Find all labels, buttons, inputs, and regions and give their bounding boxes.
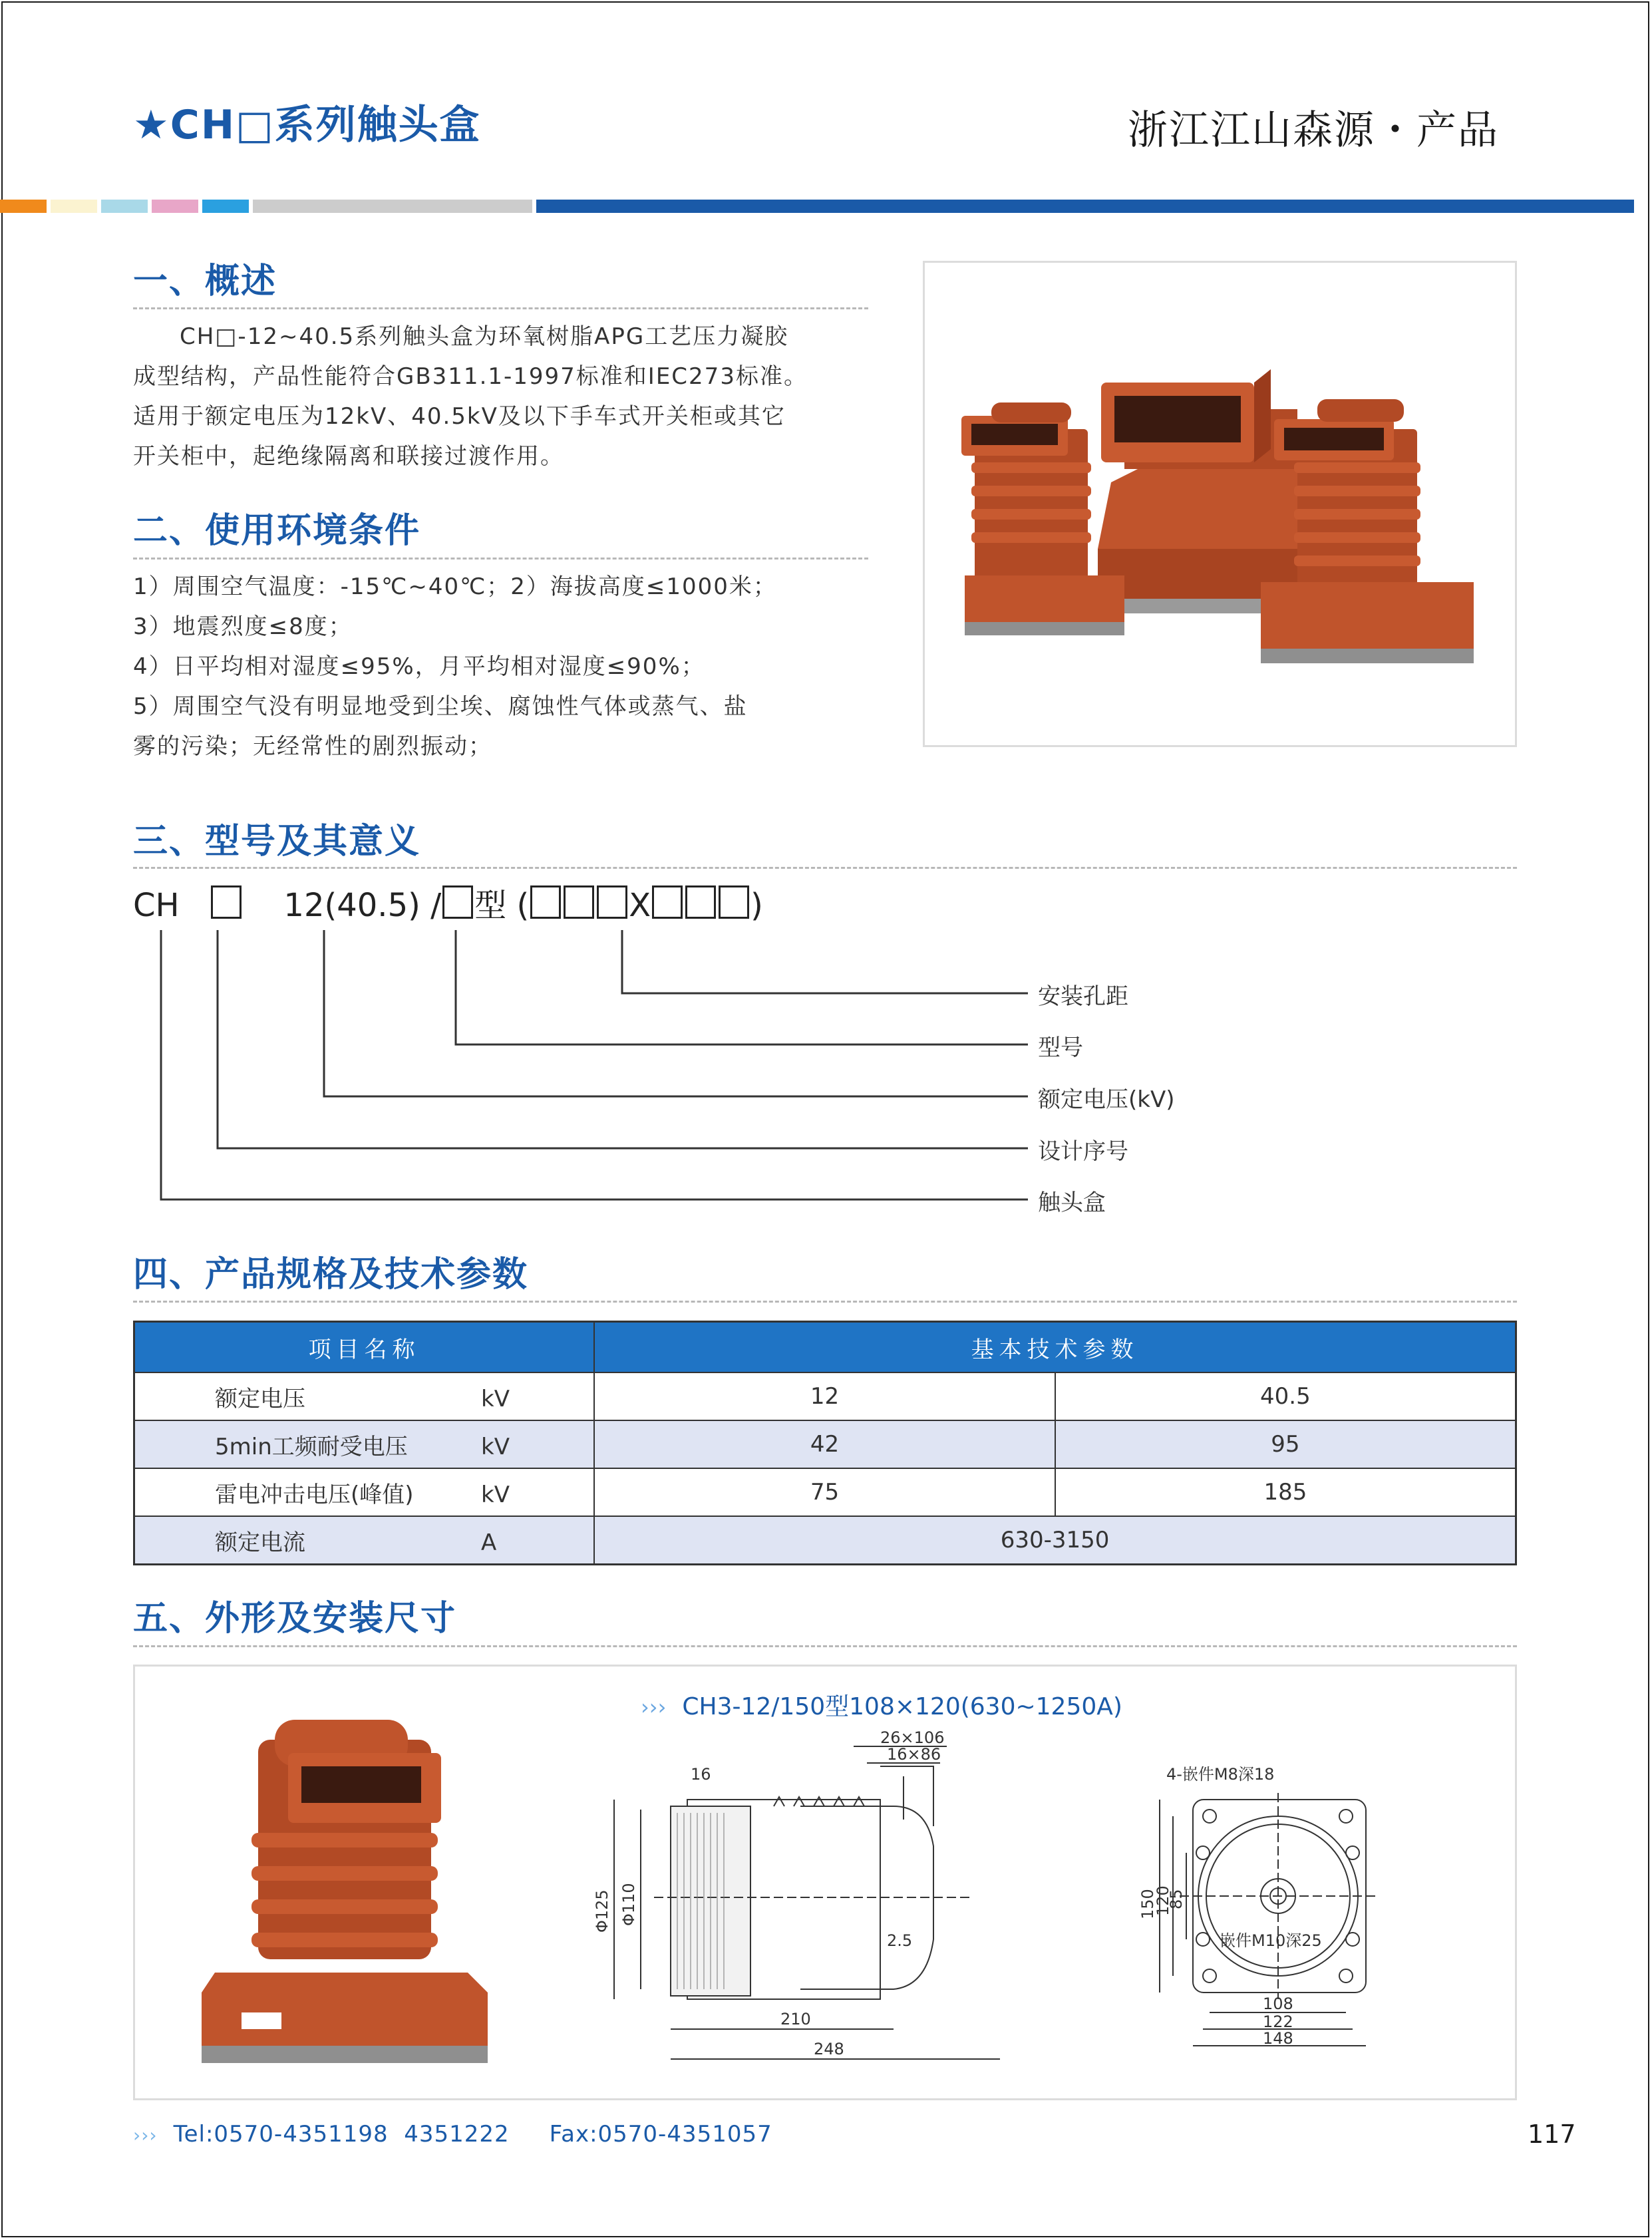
model-prefix: CH (133, 887, 180, 924)
legend-voltage: 额定电压(kV) (1038, 1086, 1175, 1113)
arrow-icon: ››› (133, 2124, 158, 2146)
row-value-2: 95 (1055, 1420, 1516, 1468)
section4-heading: 四、产品规格及技术参数 (133, 1255, 529, 1295)
row-unit: A (481, 1529, 497, 1556)
row-name: 雷电冲击电压(峰值) (215, 1481, 414, 1508)
model-cross: X (629, 887, 651, 924)
dimension-drawing (593, 1726, 1506, 2099)
row-name: 额定电压 (215, 1385, 305, 1412)
dim-122: 122 (1263, 2012, 1293, 2031)
dim-16: 16 (691, 1765, 711, 1784)
contact-box-photo (195, 1693, 541, 2072)
row-unit: kV (481, 1481, 510, 1508)
dimension-drawing-panel (133, 1665, 1517, 2100)
model-type: 型 ( (474, 887, 530, 924)
legend-install-distance: 安装孔距 (1038, 983, 1128, 1010)
section2-heading: 二、使用环境条件 (133, 511, 421, 551)
legend-contact-box: 触头盒 (1038, 1190, 1106, 1216)
section1-heading: 一、概述 (133, 261, 277, 301)
dim-phi110: Φ110 (619, 1883, 638, 1926)
footer-fax: Fax:0570-4351057 (549, 2121, 772, 2148)
dim-2-5: 2.5 (887, 1931, 913, 1950)
row-value-2: 185 (1055, 1468, 1516, 1516)
footer-tel: Tel:0570-4351198 4351222 (173, 2121, 510, 2148)
row-value-merged: 630-3150 (594, 1516, 1516, 1565)
overview-line: 适用于额定电压为12kV、40.5kV及以下手车式开关柜或其它 (133, 403, 786, 430)
dim-108: 108 (1263, 1995, 1293, 2013)
brand-title: 浙江江山森源・产品 (1128, 107, 1499, 154)
row-name: 5min工频耐受电压 (215, 1433, 408, 1460)
row-unit: kV (481, 1433, 510, 1460)
table-row (134, 1372, 1516, 1420)
header-tech-params: 基本技术参数 (594, 1322, 1516, 1373)
env-line: 5）周围空气没有明显地受到尘埃、腐蚀性气体或蒸气、盐 (133, 693, 748, 720)
dim-248: 248 (814, 2040, 844, 2058)
row-name-cell (134, 1420, 595, 1468)
table-row (134, 1516, 1516, 1565)
overview-line: 成型结构，产品性能符合GB311.1-1997标准和IEC273标准。 (133, 363, 808, 390)
legend-design-no: 设计序号 (1038, 1138, 1128, 1165)
row-name-cell (134, 1468, 595, 1516)
dim-85: 85 (1167, 1889, 1186, 1909)
dim-26x106: 26×106 (880, 1728, 945, 1747)
env-line: 1）周围空气温度：-15℃~40℃；2）海拔高度≤1000米； (133, 573, 777, 600)
env-line: 雾的污染；无经常性的剧烈振动； (133, 733, 492, 760)
dim-phi125: Φ125 (593, 1889, 611, 1933)
env-line: 4）日平均相对湿度≤95%，月平均相对湿度≤90%； (133, 653, 705, 680)
drawing-title (641, 1688, 1122, 1722)
header-item-name: 项目名称 (134, 1322, 595, 1373)
row-name-cell (134, 1372, 595, 1420)
dim-16x86: 16×86 (887, 1745, 941, 1764)
dim-insert-m10: 嵌件M10深25 (1220, 1931, 1322, 1950)
row-value-1: 75 (594, 1468, 1055, 1516)
model-close: ) (750, 887, 763, 924)
dim-210: 210 (780, 2010, 811, 2028)
table-header-row (134, 1322, 1516, 1373)
section3-heading: 三、型号及其意义 (133, 822, 421, 862)
dim-120: 120 (1154, 1885, 1172, 1916)
footer-contact (133, 2121, 772, 2148)
table-row (134, 1468, 1516, 1516)
spec-table (133, 1321, 1517, 1565)
env-line: 3）地震烈度≤8度； (133, 613, 353, 640)
drawing-title-text: CH3-12/150型108×120(630~1250A) (682, 1693, 1122, 1720)
overview-line: CH□-12~40.5系列触头盒为环氧树脂APG工艺压力凝胶 (180, 323, 789, 350)
row-name: 额定电流 (215, 1529, 305, 1556)
page-number: 117 (1528, 2120, 1576, 2149)
row-value-1: 42 (594, 1420, 1055, 1468)
legend-type: 型号 (1038, 1035, 1083, 1061)
row-value-2: 40.5 (1055, 1372, 1516, 1420)
triple-arrow-icon: ››› (641, 1694, 667, 1720)
table-row (134, 1420, 1516, 1468)
dim-150: 150 (1138, 1889, 1157, 1919)
divider (133, 1301, 1517, 1303)
section5-heading: 五、外形及安装尺寸 (133, 1599, 457, 1639)
dim-insert-m8: 4-嵌件M8深18 (1166, 1765, 1275, 1784)
overview-line: 开关柜中，起绝缘隔离和联接过渡作用。 (133, 443, 564, 470)
divider (133, 1645, 1517, 1647)
model-voltage: 12(40.5) / (283, 887, 442, 924)
row-unit: kV (481, 1385, 510, 1412)
page-title: ★CH□系列触头盒 (133, 102, 481, 148)
dim-148: 148 (1263, 2029, 1293, 2048)
row-value-1: 12 (594, 1372, 1055, 1420)
row-name-cell (134, 1516, 595, 1565)
